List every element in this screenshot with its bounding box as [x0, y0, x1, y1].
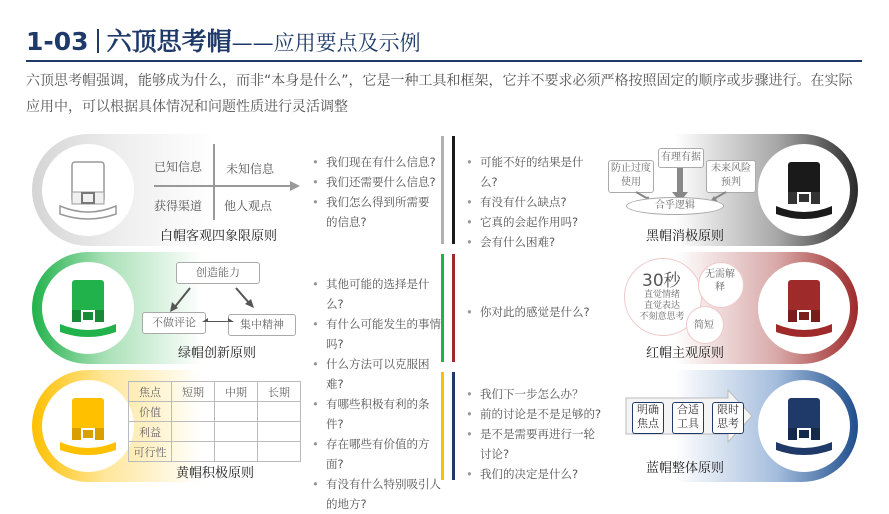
node-no-judgement: 不做评论 — [142, 312, 206, 334]
list-item: • 我们还需要什么信息? — [312, 172, 440, 192]
black-hat-caption: 黑帽消极原则 — [646, 229, 725, 244]
yellow-hat-caption: 黄帽积极原则 — [176, 466, 255, 481]
list-item: • 我们怎么得到所需要的信息? — [312, 192, 440, 232]
black-hat-icon — [774, 158, 834, 222]
box-avoid-overuse: 防止过度使用 — [608, 160, 654, 193]
table-cell: 中期 — [215, 382, 258, 402]
list-item: • 有什么可能发生的事情吗? — [312, 314, 444, 354]
title-divider — [97, 29, 99, 53]
green-hat-caption: 绿帽创新原则 — [178, 346, 257, 361]
box-evidence: 有理有据 — [658, 148, 704, 168]
list-item: • 我们下一步怎么办？ — [466, 384, 606, 404]
table-cell: 利益 — [129, 422, 172, 442]
list-item: • 你对此的感觉是什么? — [466, 302, 606, 322]
divider-yellow — [441, 372, 444, 480]
green-hat-icon — [58, 276, 118, 340]
page-title — [26, 22, 421, 58]
title-rule — [26, 60, 862, 62]
step-tools: 合适工具 — [672, 402, 704, 434]
divider-white — [441, 136, 444, 244]
step-focus: 明确焦点 — [632, 402, 664, 434]
node-focus: 集中精神 — [228, 314, 296, 336]
white-hat-caption: 白帽客观四象限原则 — [160, 229, 278, 244]
quadrant-unknown: 未知信息 — [226, 162, 275, 176]
red-hat-caption: 红帽主观原则 — [646, 346, 725, 361]
table-cell: 短期 — [172, 382, 215, 402]
divider-black — [452, 136, 455, 244]
table-cell: 价值 — [129, 402, 172, 422]
box-future-risk: 未来风险预判 — [706, 160, 756, 193]
list-item: • 前的讨论是不是足够的? — [466, 404, 606, 424]
black-hat-questions — [466, 152, 596, 252]
blue-hat-icon — [774, 394, 834, 458]
red-no-explain: 无需解释 — [705, 269, 735, 293]
red-intuition-lines: 直觉情绪 直觉表达 不刻意思考 — [639, 290, 685, 322]
green-hat-questions — [312, 274, 444, 394]
yellow-hat-questions — [312, 394, 444, 514]
quadrant-others: 他人观点 — [224, 199, 273, 213]
list-item: • 我们的决定是什么? — [466, 464, 606, 484]
quadrant-known: 已知信息 — [154, 160, 203, 174]
ellipse-logic: 合乎逻辑 — [626, 197, 724, 215]
list-item: • 可能不好的结果是什么? — [466, 152, 596, 192]
green-arrows — [150, 282, 300, 322]
table-cell: 长期 — [258, 382, 301, 402]
list-item: • 其他可能的选择是什么? — [312, 274, 444, 314]
blue-hat-questions — [466, 384, 606, 484]
title-main: 六顶思考帽 — [106, 27, 232, 56]
list-item: • 它真的会起作用吗? — [466, 212, 596, 232]
quadrant-channels: 获得渠道 — [154, 199, 203, 213]
red-thirty-seconds: 30秒 — [642, 271, 681, 291]
white-hat-icon — [58, 158, 118, 222]
section-code: 1-03 — [26, 27, 89, 56]
yellow-hat-icon — [58, 394, 118, 458]
list-item: • 我们现在有什么信息? — [312, 152, 440, 172]
table-cell: 可行性 — [129, 442, 172, 462]
intro-paragraph: 六顶思考帽强调，能够成为什么，而非“本身是什么”，它是一种工具和框架，它并不要求必须严格按照固定的顺序或步骤进行。在实际应用中，可以根据具体情况和问题性质进行灵活调整 — [26, 73, 853, 115]
list-item: • 有没有什么缺点? — [466, 192, 596, 212]
list-item: • 有哪些积极有利的条件? — [312, 394, 444, 434]
red-hat-questions — [466, 302, 606, 322]
title-subtitle: 应用要点及示例 — [273, 31, 421, 55]
list-item: • 存在哪些有价值的方面? — [312, 434, 444, 474]
table-cell: 焦点 — [129, 382, 172, 402]
list-item: • 有没有什么特别吸引人的地方? — [312, 474, 444, 514]
white-hat-questions — [312, 152, 440, 232]
node-creativity: 创造能力 — [176, 262, 260, 284]
divider-red — [452, 254, 455, 362]
list-item: • 是不是需要再进行一轮讨论? — [466, 424, 606, 464]
list-item: • 会有什么困难? — [466, 232, 596, 252]
divider-blue — [452, 372, 455, 480]
title-dash: —— — [231, 31, 274, 55]
divider-green — [441, 254, 444, 362]
step-timebox: 限时思考 — [712, 402, 744, 434]
yellow-matrix-table — [128, 381, 301, 462]
blue-hat-caption: 蓝帽整体原则 — [646, 461, 725, 476]
red-brief: 简短 — [694, 320, 714, 331]
list-item: • 什么方法可以克服困难? — [312, 354, 444, 394]
red-hat-icon — [774, 276, 834, 340]
